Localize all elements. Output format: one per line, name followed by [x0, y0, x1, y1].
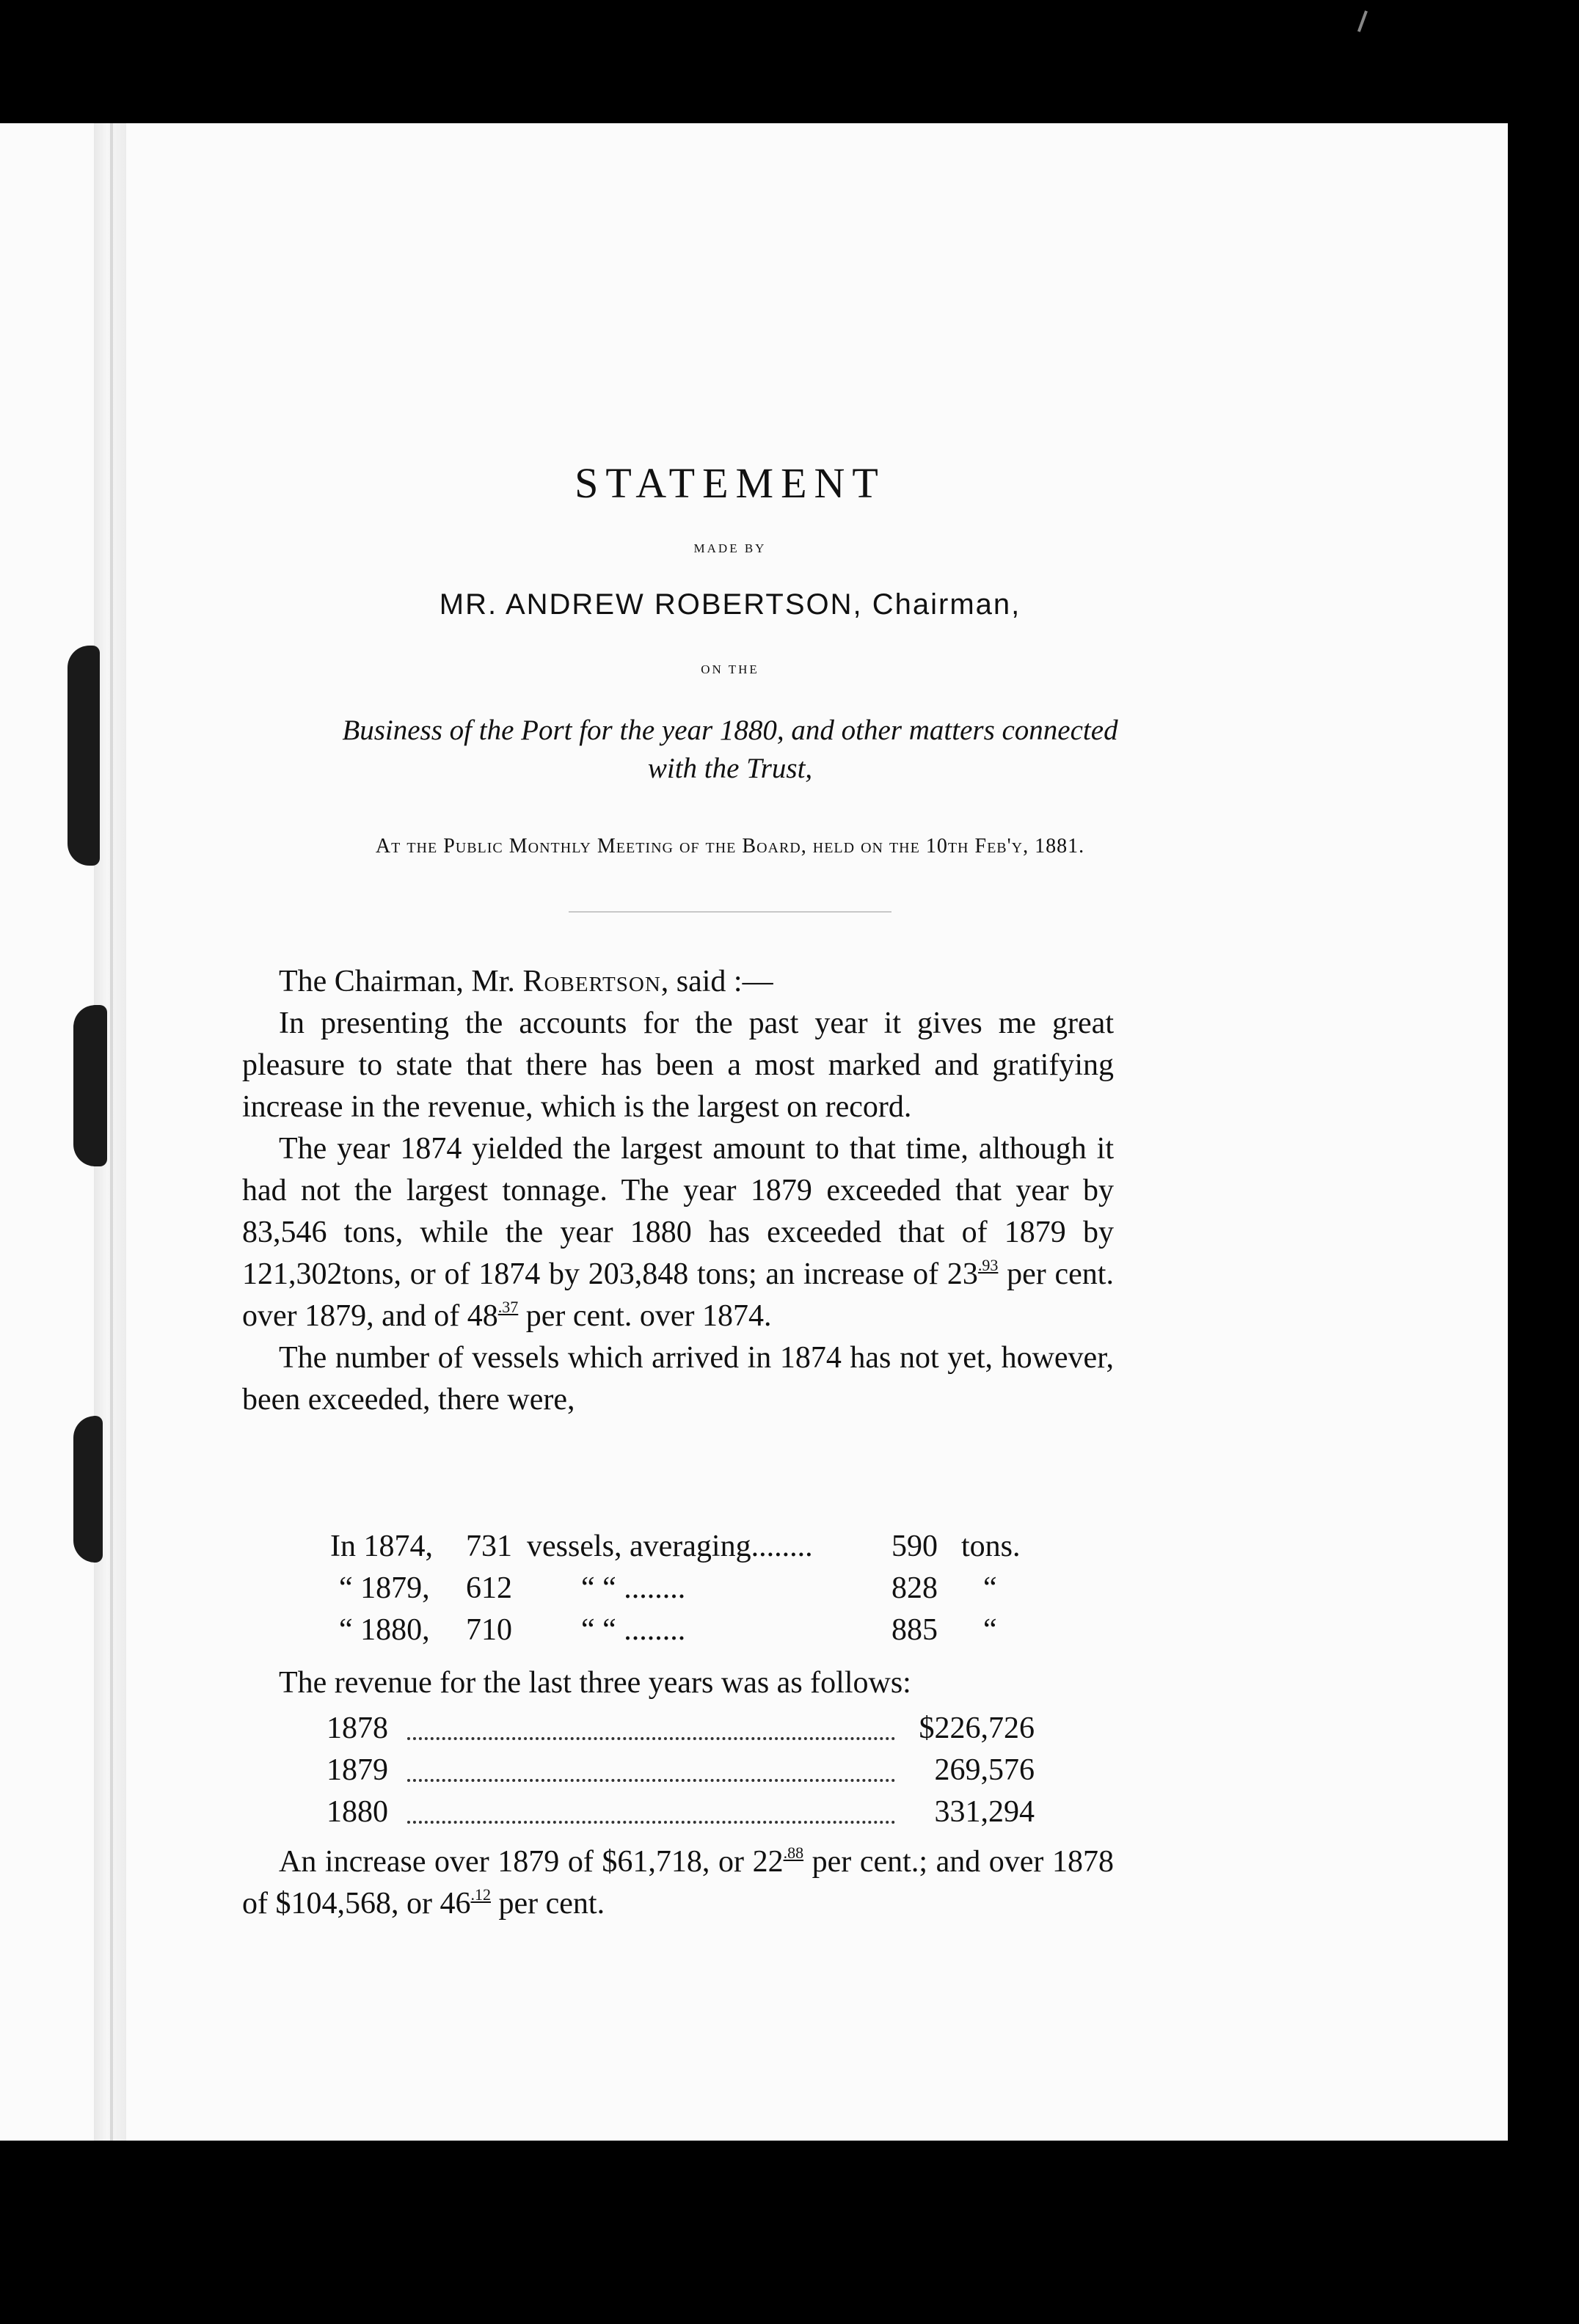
subject-line	[242, 712, 1218, 788]
paragraph-2	[242, 1128, 1114, 1337]
binding-clip	[68, 646, 100, 866]
leader-dots	[407, 1737, 895, 1740]
vessel-tons: 590	[891, 1530, 938, 1563]
vessel-tons: 828	[891, 1571, 938, 1605]
revenue-amount: 269,576	[934, 1753, 1035, 1787]
vessel-count: 612	[466, 1571, 512, 1605]
divider	[569, 911, 891, 913]
revenue-intro: The revenue for the last three years was as follows:	[279, 1666, 911, 1700]
revenue-amount: 331,294	[934, 1795, 1035, 1829]
vessel-desc: “ “ ........	[581, 1571, 686, 1605]
p2-fraction-2: .37	[497, 1298, 519, 1316]
paragraph-1: In presenting the accounts for the past year it gives me great pleasure to state that there has been a most marked and gratifying increase in the revenue, which is the largest on record.	[242, 1006, 1114, 1124]
revenue-year: 1878	[327, 1711, 388, 1745]
vessel-year: In 1874,	[330, 1530, 433, 1563]
binding-clip	[73, 1005, 107, 1166]
paragraph-3: The number of vessels which arrived in 1874 has not yet, however, been exceeded, there were,	[242, 1341, 1114, 1417]
vessel-year: “ 1879,	[339, 1571, 430, 1605]
p4-fraction-2: .12	[470, 1885, 491, 1904]
subject-line-1: Business of the Port for the year 1880, and other matters connected	[342, 715, 1118, 746]
vessel-count: 710	[466, 1613, 512, 1647]
speaker-prefix: The Chairman, Mr.	[279, 965, 523, 998]
vessel-unit: “	[983, 1613, 997, 1647]
p2-text-b: per cent. over 1879, and of 48	[242, 1257, 1114, 1333]
revenue-intro-block	[242, 1662, 1114, 1704]
p4-text-c: per cent.	[490, 1887, 605, 1921]
revenue-row	[327, 1750, 1035, 1791]
p2-text-a: The year 1874 yielded the largest amount to that time, although it had not the largest tonnage. The year 1879 exceeded that year by 83,546 tons, while the year 1880 has exceeded that of 1879 by 121,302tons, or of 1874 by 203,848 tons; an increase of 23	[242, 1132, 1114, 1291]
revenue-year: 1880	[327, 1795, 388, 1829]
p4-text-b: per cent.; and over 1878 of $104,568, or 46	[242, 1845, 1115, 1921]
speaker-suffix: , said :—	[660, 965, 773, 998]
vessel-unit: “	[983, 1571, 997, 1605]
p2-text-c: per cent. over 1874.	[518, 1299, 772, 1333]
on-the-label: ON THE	[701, 662, 759, 676]
scan-mark	[1357, 10, 1368, 32]
gutter-line	[110, 123, 113, 2141]
leader-dots	[407, 1779, 895, 1782]
p4-text-a: An increase over 1879 of $61,718, or 22	[279, 1845, 784, 1879]
p4-fraction-1: .88	[783, 1844, 804, 1862]
statement-body-bottom	[242, 1841, 1114, 1925]
speaker-name: Robertson	[522, 965, 661, 998]
vessel-desc: vessels, averaging........	[527, 1530, 813, 1563]
vessel-desc: “ “ ........	[581, 1613, 686, 1647]
paragraph-4	[242, 1841, 1114, 1925]
statement-body-top	[242, 961, 1114, 1421]
binding-clip	[73, 1416, 103, 1563]
made-by-label: MADE BY	[693, 541, 767, 555]
vessel-unit: tons.	[961, 1530, 1021, 1563]
vessel-count: 731	[466, 1530, 512, 1563]
leader-dots	[407, 1821, 895, 1824]
vessel-tons: 885	[891, 1613, 938, 1647]
speaker-line	[242, 961, 1114, 1003]
author-line: MR. ANDREW ROBERTSON, Chairman,	[439, 588, 1021, 621]
revenue-row	[327, 1708, 1035, 1750]
revenue-row	[327, 1791, 1035, 1833]
revenue-amount: $226,726	[919, 1711, 1035, 1745]
document-title: STATEMENT	[575, 459, 886, 507]
revenue-year: 1879	[327, 1753, 388, 1787]
vessel-year: “ 1880,	[339, 1613, 430, 1647]
p2-fraction-1: .93	[977, 1256, 999, 1274]
meeting-line: At the Public Monthly Meeting of the Board, held on the 10th Feb'y, 1881.	[375, 835, 1085, 858]
subject-line-2: with the Trust,	[647, 753, 813, 784]
